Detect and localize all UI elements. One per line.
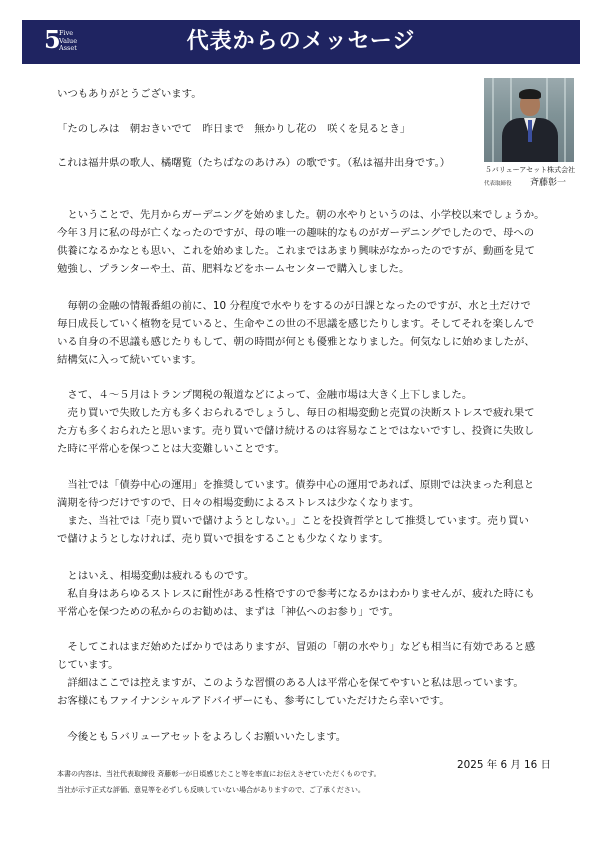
paragraph-gardening: ということで、先月からガーデニングを始めました。朝の水やりというのは、小学校以来でしょうか。 今年３月に私の母が亡くなったのですが、母の唯一の趣味的なものがガーデニングでしたので、母への 供養になるかなとも思い、これを始めました。これまではあまり興味がなかったのですが、動画を見て 勉強し、プランターや土、苗、肥料などをホームセンターで購入しました。 [57,209,545,275]
paragraph-market: さて、４～５月はトランプ関税の報道などによって、金融市場は大きく上下しました。 売り買いで失敗した方も多くおられるでしょうし、毎日の相場変動と売買の決断ストレスで疲れ果て た方も多くおられたと思います。売り買いで儲け続けるのは容易なことではないですし、投資に失敗し た時に平常心を保つことは大変難しいことです。 [57,389,535,455]
greeting: いつもありがとうございます。 [57,88,202,100]
logo-word-value: Value [59,36,78,45]
paragraph-habit: そしてこれはまだ始めたばかりではありますが、冒頭の「朝の水やり」なども相当に有効であると感 じています。 詳細はここでは控えますが、このような習慣のある人は平常心を保てやすいと私は思っています。 お客様にもファイナンシャルアドバイザーにも、参考にしていただけたら幸いです。 [57,641,535,707]
signature-name: 斉藤彰一 [530,178,567,188]
signature-role: 代表取締役 [484,181,512,187]
footer-note-2: 当社が示す正式な評価、意見等を必ずしも反映していない場合がありますので、ご了承ください。 [57,786,365,794]
paragraph-watering: 毎朝の金融の情報番組の前に、10 分程度で水やりをするのが日課となったのですが、水と土だけで 毎日成長していく植物を見ていると、生命やこの世の不思議を感じたりします。そしてそれを楽しんで いる自身の不思議も感じたりもして、朝の時間が何とも優雅となりました。何気なしに始めましたが、 結構気に入って続いています。 [57,300,535,366]
poem-quote: 「たのしみは 朝おきいでて 昨日まで 無かりし花の 咲くを見るとき」 [57,123,411,135]
footer-note-1: 本書の内容は、当社代表取締役 斉藤彰一が日頃感じたこと等を率直にお伝えさせていただくものです。 [57,770,381,778]
paragraph-stress: とはいえ、相場変動は疲れるものです。 私自身はあらゆるストレスに耐性がある性格ですので参考になるかはわかりませんが、疲れた時にも 平常心を保つための私からのお勧めは、まずは「神仏へのお参り」です。 [57,570,535,618]
company-name: ５バリューアセット株式会社 [484,166,576,174]
logo-word-five: Five [59,29,74,37]
logo-word-asset: Asset [59,44,77,52]
logo-numeral: 5 [44,25,61,54]
page-title: 代表からのメッセージ [186,29,416,54]
poem-note: これは福井県の歌人、橘曙覧（たちばなのあけみ）の歌です。（私は福井出身です。） [57,157,451,169]
closing-line: 今後とも５バリューアセットをよろしくお願いいたします。 [57,731,347,743]
page-header [22,20,580,64]
document-date: 2025 年 6 月 16 日 [457,759,551,771]
paragraph-bond-strategy: 当社では「債券中心の運用」を推奨しています。債券中心の運用であれば、原則では決まった利息と 満期を待つだけですので、日々の相場変動によるストレスは少なくなります。 また、当社では「売り買いで儲けようとしない。」ことを投資哲学として推奨しています。売り買い で儲けようとしなければ、売り買いで損をすることも少なくなります。 [57,479,535,545]
